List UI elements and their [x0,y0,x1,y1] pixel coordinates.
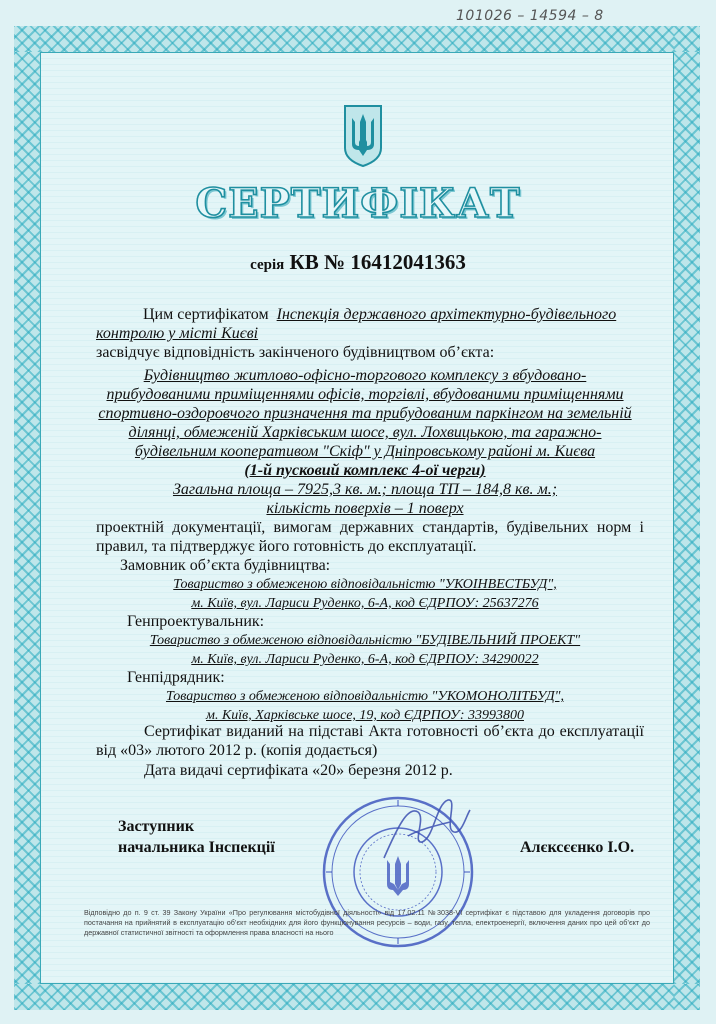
authority-line-1: Інспекція державного архітектурно-будівельного [276,306,617,323]
certifies-text: засвідчує відповідність закінченого будівництвом об’єкта: [96,344,495,361]
intro-line [143,305,616,324]
handwritten-number: 101026 – 14594 – 8 [456,8,604,24]
series-label: серія [250,257,285,273]
floors-info: кількість поверхів – 1 поверх [266,500,464,517]
designer-label: Генпроектувальник: [127,613,265,630]
series-code: КВ № 16412041363 [289,250,466,274]
trident-emblem-icon [343,104,383,168]
object-line: спортивно-оздоровчого призначення та прибудованим паркінгом на земельній [98,405,632,422]
area-info: Загальна площа – 7925,3 кв. м.; площа ТП – 184,8 кв. м.; [172,481,558,498]
certificate-series [0,250,716,275]
contractor-address: м. Київ, Харківське шосе, 19, код ЄДРПОУ: 33993800 [206,708,524,723]
customer-address: м. Київ, вул. Лариси Руденко, 6-А, код ЄДРПОУ: 25637276 [191,596,539,611]
object-line: ділянці, обмеженій Харківським шосе, вул. Лохвицькою, та гаражно- [128,424,602,441]
signatory-name: Алєксєєнко І.О. [520,839,635,856]
launch-complex: (1-й пусковий комплекс 4-ої черги) [244,462,486,479]
object-line: Будівництво житлово-офісно-торгового комплексу з вбудовано- [143,367,587,384]
basis-text: Сертифікат виданий на підставі Акта готовності об’єкта до експлуатації від «03» лютого 2012 р. (копія додається) [96,723,644,759]
certificate-title: СЕРТИФІКАТ [195,180,521,227]
contractor-label: Генпідрядник: [127,669,225,686]
object-line: прибудованими приміщеннями офісів, торгівлі, вбудованими приміщеннями [106,386,624,403]
customer-name: Товариство з обмеженою відповідальністю "УКОІНВЕСТБУД", [173,577,557,592]
intro-lead: Цим сертифікатом [143,306,269,323]
signatory-position-2: начальника Інспекції [118,839,275,856]
designer-name: Товариство з обмеженою відповідальністю "БУДІВЕЛЬНИЙ ПРОЕКТ" [149,633,581,648]
contractor-name: Товариство з обмеженою відповідальністю "УКОМОНОЛІТБУД", [165,689,564,704]
signatory-position-1: Заступник [118,818,195,835]
object-line: будівельним кооперативом "Скіф" у Дніпровському районі м. Києва [134,443,596,460]
compliance-text: проектній документації, вимогам державних стандартів, будівельних норм і правил, та підтверджує його готовність до експлуатації. [96,519,644,555]
legal-footnote: Відповідно до п. 9 ст. 39 Закону України «Про регулювання містобудівної діяльності» від 17.02.11 №3038-VI сертифікат є підставою для укладення договорів про постачання на прийнятий в експлуатацію об’єкт необхідних для його функціонування ресурсів – води, газу, тепла, електроенергії, включення даних про цей об’єкт до державної статистичної звітності та оформлення права власності на нього [84,908,650,937]
customer-label: Замовник об’єкта будівництва: [120,557,331,574]
authority-line-2: контролю у місті Києві [96,325,259,342]
issue-date: Дата видачі сертифіката «20» березня 2012 р. [144,762,453,779]
designer-address: м. Київ, вул. Лариси Руденко, 6-А, код ЄДРПОУ: 34290022 [191,652,539,667]
signature-icon [378,786,474,868]
